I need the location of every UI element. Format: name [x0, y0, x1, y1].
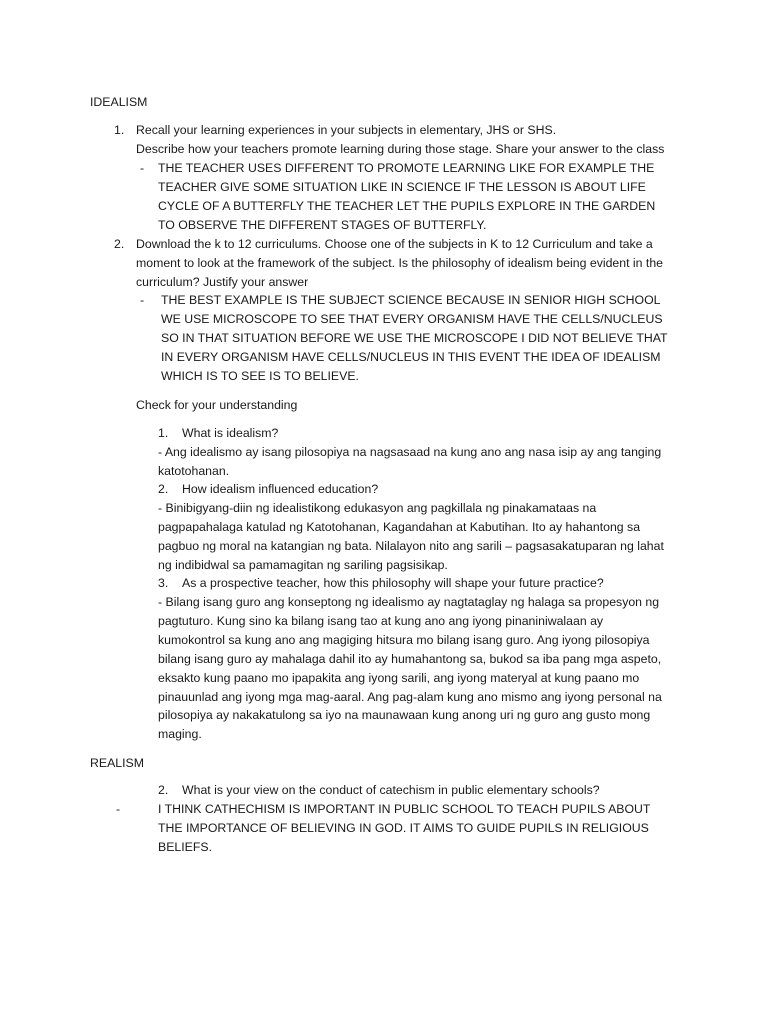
- idealism-heading: IDEALISM: [90, 95, 148, 109]
- check-question-2: [158, 480, 378, 499]
- question-number: 3.: [158, 576, 169, 590]
- question-number: 2.: [158, 783, 169, 797]
- idealism-question-1-detail: Describe how your teachers promote learning during those stage. Share your answer to the class: [136, 142, 665, 156]
- question-number: 1.: [158, 426, 169, 440]
- answer-dash: -: [140, 293, 145, 307]
- realism-answer-2: I THINK CATHECHISM IS IMPORTANT IN PUBLIC SCHOOL TO TEACH PUPILS ABOUT THE IMPORTANCE OF BELIEVING IN GOD. IT AIMS TO GUIDE PUPILS IN RELIGIOUS BELIEFS.: [158, 802, 651, 854]
- check-question-3: [158, 574, 604, 593]
- question-text: What is idealism?: [182, 426, 279, 440]
- question-text: What is your view on the conduct of catechism in public elementary schools?: [182, 783, 600, 797]
- idealism-answer-1: THE TEACHER USES DIFFERENT TO PROMOTE LEARNING LIKE FOR EXAMPLE THE TEACHER GIVE SOME SITUATION LIKE IN SCIENCE IF THE LESSON IS ABOUT LIFE CYCLE OF A BUTTERFLY THE TEACHER LET THE PUPILS EXPLORE IN THE GARDEN TO OBSERVE THE DIFFERENT STAGES OF BUTTERFLY.: [158, 161, 656, 232]
- question-text: How idealism influenced education?: [182, 482, 379, 496]
- check-understanding-title: Check for your understanding: [136, 398, 298, 412]
- question-number: 2.: [114, 237, 125, 251]
- question-number: 1.: [114, 123, 125, 137]
- question-text: Download the k to 12 curriculums. Choose one of the subjects in K to 12 Curriculum and take a moment to look at the framework of the subject. Is the philosophy of idealism being evident in the curriculum? Justify your answer: [136, 237, 664, 289]
- check-answer-1: - Ang idealismo ay isang pilosopiya na nagsasaad na kung ano ang nasa isip ay ang tanging katotohanan.: [158, 445, 662, 478]
- realism-question-2: [158, 781, 600, 800]
- question-text: As a prospective teacher, how this philosophy will shape your future practice?: [182, 576, 604, 590]
- answer-dash: -: [116, 802, 121, 816]
- question-text: Recall your learning experiences in your subjects in elementary, JHS or SHS.: [136, 123, 557, 137]
- check-question-1: [158, 424, 278, 443]
- realism-heading: REALISM: [90, 756, 144, 770]
- check-answer-2: - Binibigyang-diin ng idealistikong edukasyon ang pagkillala ng pinakamataas na pagpapahalaga katulad ng Katotohanan, Kagandahan at Kabutihan. Ito ay hahantong sa pagbuo ng moral na katangian ng bata. Nilalayon nito ang sarili – pagsasakatuparan ng lahat ng indibidwal sa pamamagitan ng sariling pagsisikap.: [158, 501, 664, 572]
- idealism-answer-2: THE BEST EXAMPLE IS THE SUBJECT SCIENCE BECAUSE IN SENIOR HIGH SCHOOL WE USE MICROSCOPE TO SEE THAT EVERY ORGANISM HAVE THE CELLS/NUCLEUS SO IN THAT SITUATION BEFORE WE USE THE MICROSCOPE I DID NOT BELIEVE THAT IN EVERY ORGANISM HAVE CELLS/NUCLEUS IN THIS EVENT THE IDEA OF IDEALISM WHICH IS TO SEE IS TO BELIEVE.: [161, 293, 668, 383]
- check-answer-3: - Bilang isang guro ang konseptong ng idealismo ay nagtataglay ng halaga sa propesyon ng pagtuturo. Kung sino ka bilang isang tao at kung ano ang iyong pinaniniwalaan ay kumokontrol sa kung ano ang magiging hitsura mo bilang isang guro. Ang iyong pilosopiya bilang isang guro ay mahalaga dahil ito ay humahantong sa, bukod sa iba pang mga aspeto, eksakto kung paano mo ipapakita ang iyong sarili, ang iyong materyal at kung paano mo pinauunlad ang iyong mga mag-aaral. Ang pag-alam kung ano mismo ang iyong personal na pilosopiya ay nakakatulong sa iyo na maunawaan kung anong uri ng guro ang gusto mong maging.: [158, 595, 662, 742]
- answer-dash: -: [140, 161, 145, 175]
- question-number: 2.: [158, 482, 169, 496]
